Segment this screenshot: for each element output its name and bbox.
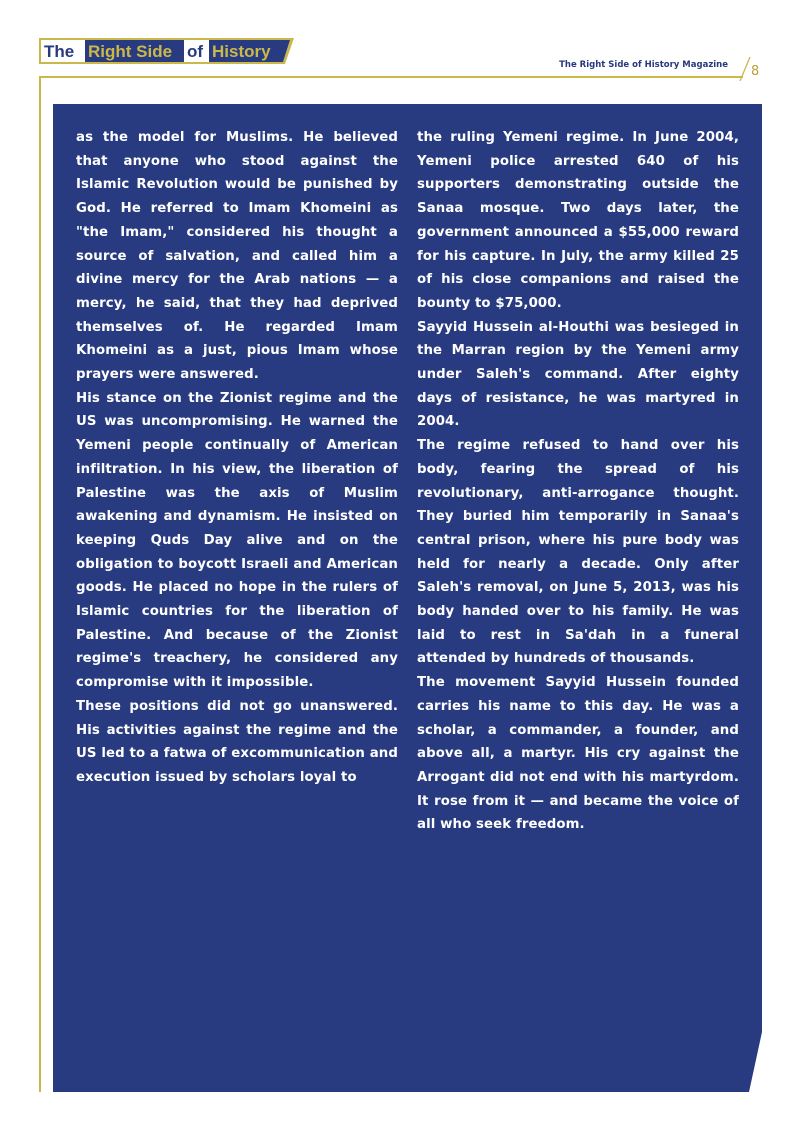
logo-word-right-side: Right Side xyxy=(88,42,173,61)
paragraph: These positions did not go unanswered. His activities against the regime and the US led to a fatwa of excommunication and execution issued by scholars loyal to xyxy=(76,698,398,785)
page-number: 8 xyxy=(751,64,760,79)
paragraph: as the model for Muslims. He believed that anyone who stood against the Islamic Revolution would be punished by God. He referred to Imam Khomeini as "the Imam," considered his thought a source of salvation, and called him a divine mercy for the Arab nations — a mercy, he said, that they had deprived themselves of. He regarded Imam Khomeini as a just, pious Imam whose prayers were answered. xyxy=(76,130,398,383)
logo-word-the: The xyxy=(44,42,75,61)
paragraph: the ruling Yemeni regime. In June 2004, Yemeni police arrested 640 of his supporters demonstrating outside the Sanaa mosque. Two days later, the government announced a $55,000 reward for his capture. In July, the army killed 25 of his close companions and raised the bounty to $75,000. xyxy=(417,130,739,311)
paragraph: The regime refused to hand over his body, fearing the spread of his revolutionary, anti-arrogance thought. They buried him temporarily in Sanaa's central prison, where his pure body was held for nearly a decade. Only after Saleh's removal, on June 5, 2013, was his body handed over to his family. He was laid to rest in Sa'dah in a funeral attended by hundreds of thousands. xyxy=(417,438,739,667)
paragraph: The movement Sayyid Hussein founded carries his name to this day. He was a scholar, a commander, a founder, and above all, a martyr. His cry against the Arrogant did not end with his martyrdom. It rose from it — and became the voice of all who seek freedom. xyxy=(417,675,739,833)
paragraph: His stance on the Zionist regime and the US was uncompromising. He warned the Yemeni people continually of American infiltration. In his view, the liberation of Palestine was the axis of Muslim awakening and dynamism. He insisted on keeping Quds Day alive and on the obligation to boycott Israeli and American goods. He placed no hope in the rulers of Islamic countries for the liberation of Palestine. And because of the Zionist regime's treachery, he considered any compromise with it impossible. xyxy=(76,390,398,691)
logo-word-history: History xyxy=(212,42,271,61)
paragraph: Sayyid Hussein al-Houthi was besieged in the Marran region by the Yemeni army under Saleh's command. After eighty days of resistance, he was martyred in 2004. xyxy=(417,319,739,430)
magazine-name: The Right Side of History Magazine xyxy=(559,60,728,70)
right-column xyxy=(417,126,739,837)
left-column xyxy=(76,126,398,837)
article-body xyxy=(76,126,739,837)
logo-word-of: of xyxy=(187,42,204,61)
